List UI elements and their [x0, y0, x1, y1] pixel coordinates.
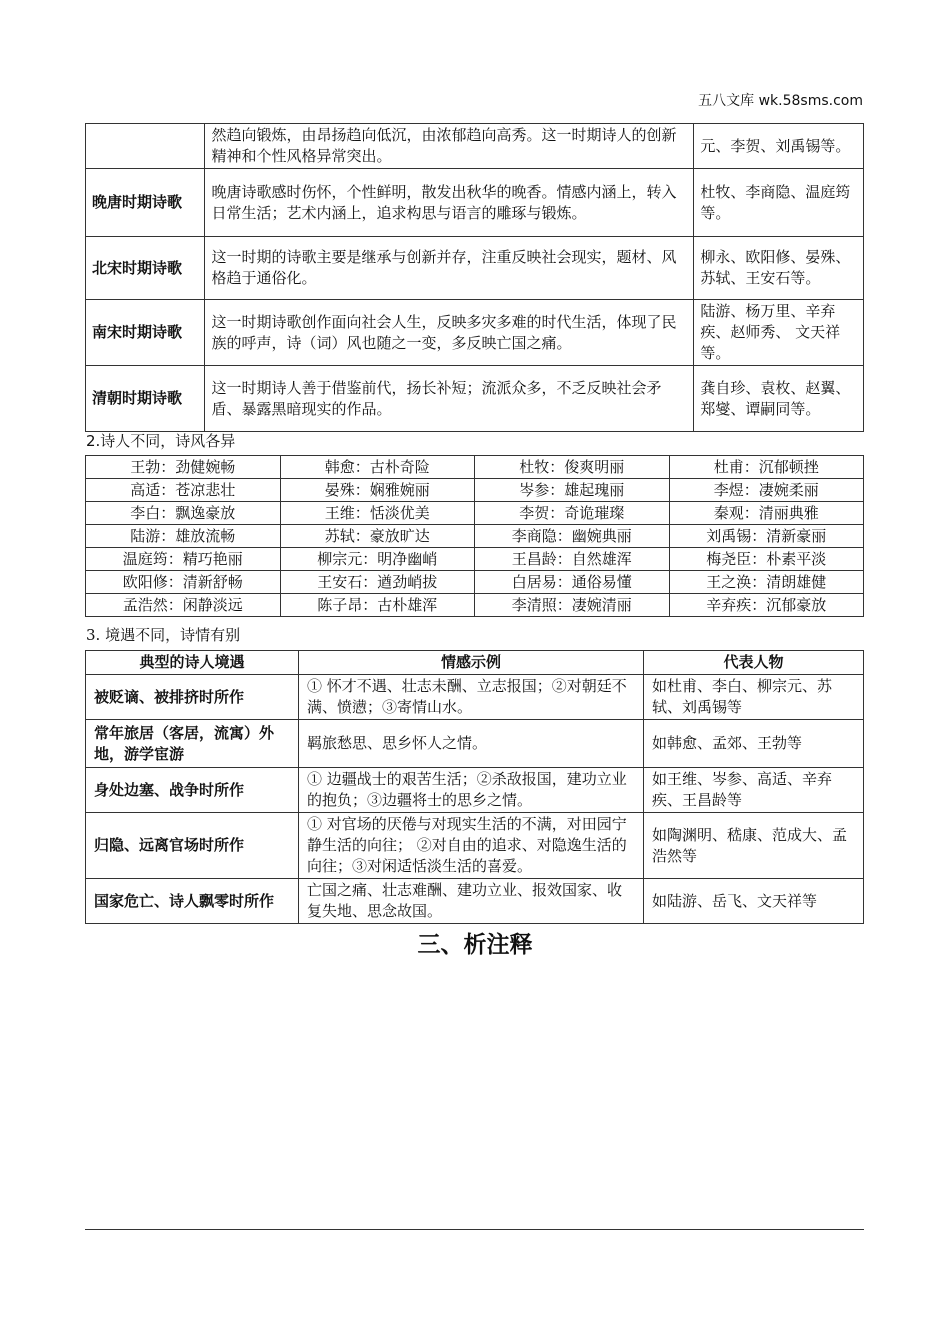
poet-cell: 如陆游、岳飞、文天祥等 — [644, 879, 864, 924]
poet-cell: 如杜甫、李白、柳宗元、苏轼、刘禹锡等 — [644, 675, 864, 720]
table-row — [86, 456, 864, 479]
style-cell: 李贺：奇诡璀璨 — [475, 502, 670, 525]
table-row — [86, 594, 864, 617]
era-cell: 南宋时期诗歌 — [86, 300, 205, 366]
situation-cell: 归隐、远离官场时所作 — [86, 813, 299, 879]
table-row — [86, 720, 864, 768]
table-row — [86, 813, 864, 879]
table-row — [86, 124, 864, 169]
desc-cell: 这一时期的诗歌主要是继承与创新并存，注重反映社会现实，题材、风格趋于通俗化。 — [205, 237, 694, 300]
table-row — [86, 571, 864, 594]
style-cell: 刘禹锡：清新豪丽 — [669, 525, 864, 548]
style-cell: 苏轼：豪放旷达 — [280, 525, 475, 548]
table-row — [86, 300, 864, 366]
poet-cell: 如王维、岑参、高适、辛弃疾、王昌龄等 — [644, 768, 864, 813]
style-cell: 韩愈：古朴奇险 — [280, 456, 475, 479]
style-cell: 欧阳修：清新舒畅 — [86, 571, 281, 594]
site-header: 五八文库 wk.58sms.com — [698, 93, 863, 109]
style-cell: 杜牧：俊爽明丽 — [475, 456, 670, 479]
style-cell: 秦观：清丽典雅 — [669, 502, 864, 525]
style-cell: 杜甫：沉郁顿挫 — [669, 456, 864, 479]
situation-cell: 身处边塞、战争时所作 — [86, 768, 299, 813]
style-cell: 辛弃疾：沉郁豪放 — [669, 594, 864, 617]
emotion-cell: ① 怀才不遇、壮志未酬、立志报国；②对朝廷不满、愤懑；③寄情山水。 — [299, 675, 644, 720]
rep-cell: 元、李贺、刘禹锡等。 — [694, 124, 864, 169]
style-cell: 柳宗元：明净幽峭 — [280, 548, 475, 571]
table-row — [86, 479, 864, 502]
situation-cell: 国家危亡、诗人飘零时所作 — [86, 879, 299, 924]
emotion-cell: ① 对官场的厌倦与对现实生活的不满，对田园宁静生活的向往； ②对自由的追求、对隐逸生活的向往；③对闲适恬淡生活的喜爱。 — [299, 813, 644, 879]
era-cell — [86, 124, 205, 169]
situation-cell: 常年旅居（客居，流寓）外地，游学宦游 — [86, 720, 299, 768]
style-cell: 王维：恬淡优美 — [280, 502, 475, 525]
style-cell: 李清照：凄婉清丽 — [475, 594, 670, 617]
rep-cell: 杜牧、李商隐、温庭筠等。 — [694, 169, 864, 237]
rep-cell: 柳永、欧阳修、晏殊、苏轼、王安石等。 — [694, 237, 864, 300]
era-cell: 晚唐时期诗歌 — [86, 169, 205, 237]
rep-cell: 龚自珍、袁枚、赵翼、郑燮、谭嗣同等。 — [694, 366, 864, 432]
table-row — [86, 675, 864, 720]
era-cell: 北宋时期诗歌 — [86, 237, 205, 300]
section-2-label: 2.诗人不同，诗风各异 — [86, 432, 236, 450]
situation-cell: 被贬谪、被排挤时所作 — [86, 675, 299, 720]
style-cell: 王安石：遒劲峭拔 — [280, 571, 475, 594]
style-cell: 王昌龄：自然雄浑 — [475, 548, 670, 571]
style-cell: 王之涣：清朗雄健 — [669, 571, 864, 594]
emotion-cell: 亡国之痛、壮志难酬、建功立业、报效国家、收复失地、思念故国。 — [299, 879, 644, 924]
style-cell: 王勃：劲健婉畅 — [86, 456, 281, 479]
poet-cell: 如韩愈、孟郊、王勃等 — [644, 720, 864, 768]
table-row — [86, 502, 864, 525]
emotion-cell: 羁旅愁思、思乡怀人之情。 — [299, 720, 644, 768]
table-row — [86, 879, 864, 924]
emotion-cell: ① 边疆战士的艰苦生活；②杀敌报国，建功立业的抱负；③边疆将士的思乡之情。 — [299, 768, 644, 813]
table-row — [86, 525, 864, 548]
style-cell: 李白：飘逸豪放 — [86, 502, 281, 525]
desc-cell: 这一时期诗歌创作面向社会人生，反映多灾多难的时代生活，体现了民族的呼声，诗（词）风也随之一变，多反映亡国之痛。 — [205, 300, 694, 366]
column-header: 情感示例 — [299, 651, 644, 675]
desc-cell: 这一时期诗人善于借鉴前代，扬长补短；流派众多，不乏反映社会矛盾、暴露黑暗现实的作品。 — [205, 366, 694, 432]
style-cell: 陆游：雄放流畅 — [86, 525, 281, 548]
style-cell: 晏殊：娴雅婉丽 — [280, 479, 475, 502]
section-3-label: 3. 境遇不同，诗情有别 — [86, 626, 241, 644]
style-cell: 白居易：通俗易懂 — [475, 571, 670, 594]
style-cell: 孟浩然：闲静淡远 — [86, 594, 281, 617]
style-cell: 高适：苍凉悲壮 — [86, 479, 281, 502]
table-row — [86, 169, 864, 237]
footer-divider — [85, 1229, 864, 1230]
table-row — [86, 366, 864, 432]
situation-table — [85, 650, 864, 924]
column-header: 典型的诗人境遇 — [86, 651, 299, 675]
column-header: 代表人物 — [644, 651, 864, 675]
table-row — [86, 237, 864, 300]
table-header-row — [86, 651, 864, 675]
desc-cell: 然趋向锻炼，由昂扬趋向低沉，由浓郁趋向高秀。这一时期诗人的创新精神和个性风格异常突出。 — [205, 124, 694, 169]
style-cell: 李商隐：幽婉典丽 — [475, 525, 670, 548]
table-row — [86, 768, 864, 813]
rep-cell: 陆游、杨万里、辛弃疾、赵师秀、 文天祥等。 — [694, 300, 864, 366]
desc-cell: 晚唐诗歌感时伤怀，个性鲜明，散发出秋华的晚香。情感内涵上，转入日常生活；艺术内涵上，追求构思与语言的雕琢与锻炼。 — [205, 169, 694, 237]
style-cell: 梅尧臣：朴素平淡 — [669, 548, 864, 571]
section-title: 三、析注释 — [417, 932, 533, 958]
poet-cell: 如陶渊明、嵇康、范成大、孟浩然等 — [644, 813, 864, 879]
style-cell: 岑参：雄起瑰丽 — [475, 479, 670, 502]
table-row — [86, 548, 864, 571]
style-cell: 李煜：凄婉柔丽 — [669, 479, 864, 502]
style-cell: 温庭筠：精巧艳丽 — [86, 548, 281, 571]
era-cell: 清朝时期诗歌 — [86, 366, 205, 432]
era-table — [85, 123, 864, 432]
poet-style-table — [85, 455, 864, 617]
style-cell: 陈子昂：古朴雄浑 — [280, 594, 475, 617]
